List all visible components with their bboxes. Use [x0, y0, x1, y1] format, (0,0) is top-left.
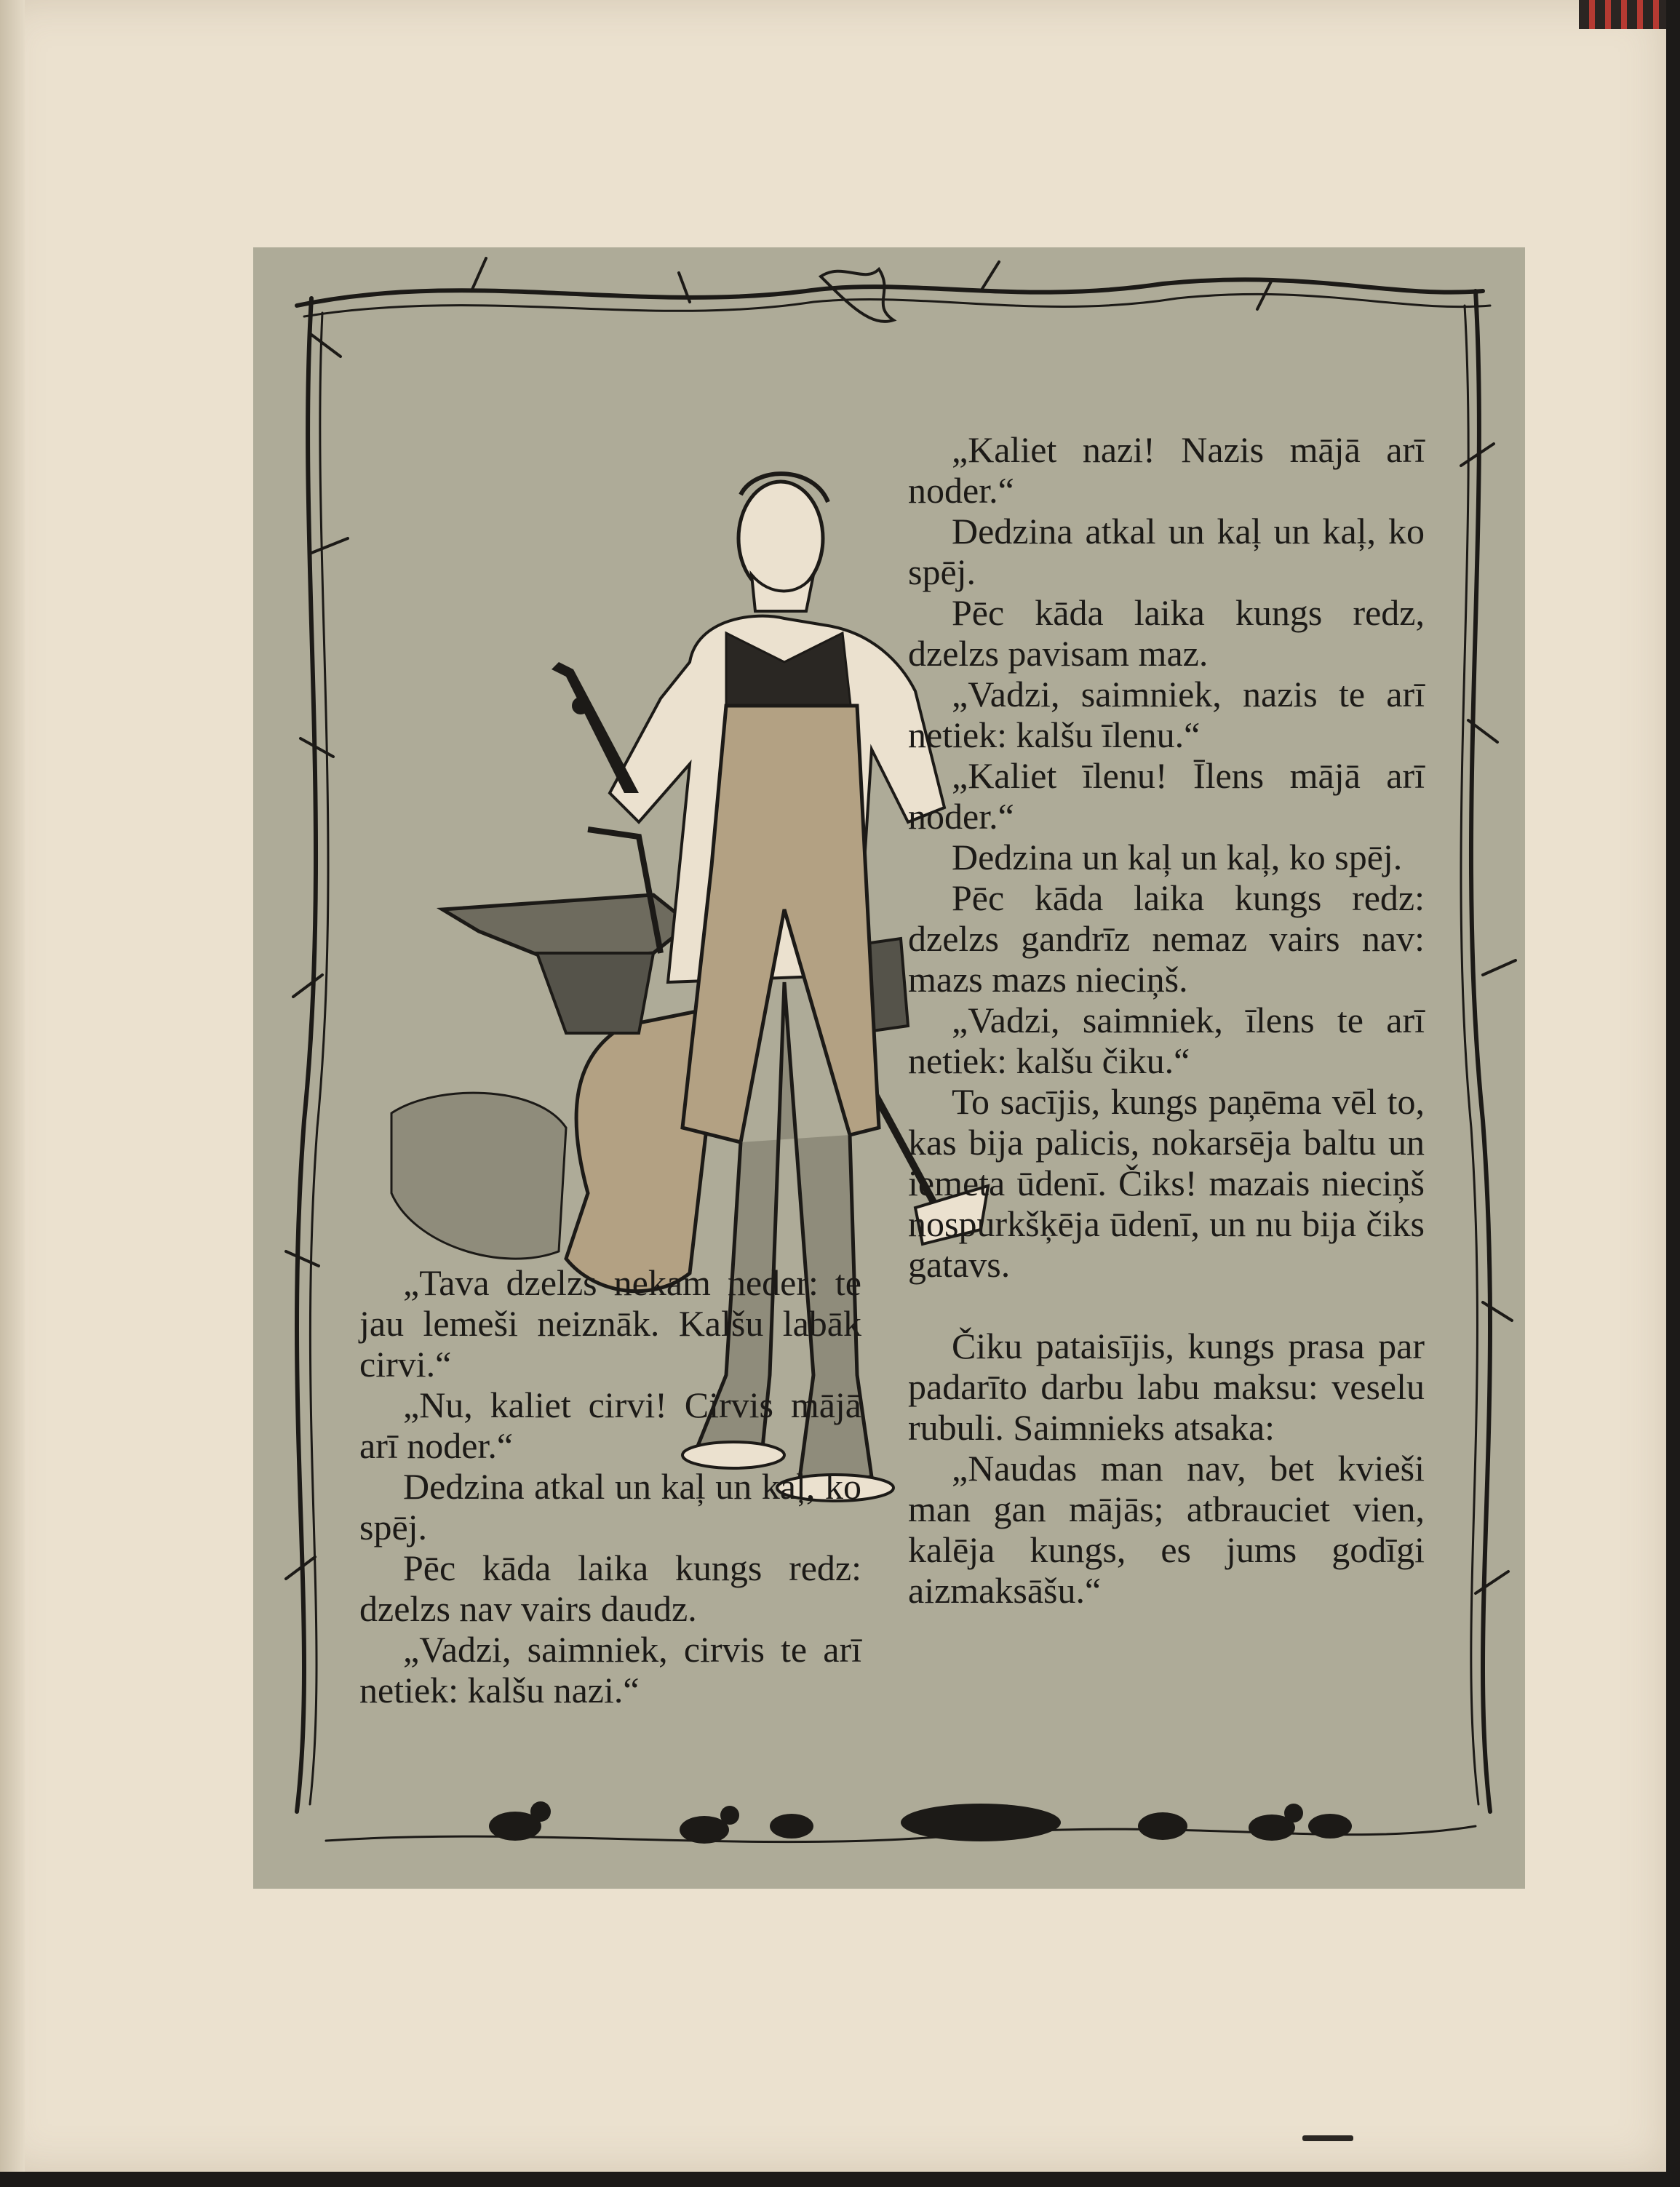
right-paragraph: „Kaliet nazi! Nazis mājā arī noder.“ [908, 429, 1425, 511]
right-paragraph: „Vadzi, saimniek, īlens te arī netiek: kalšu čiku.“ [908, 1000, 1425, 1081]
section-break [908, 1285, 1425, 1326]
cover-corner-strip [1579, 0, 1666, 29]
left-paragraph: Dedzina atkal un kaļ un kaļ, ko spēj. [359, 1466, 861, 1547]
right-paragraph: „Kaliet īlenu! Īlens mājā arī noder.“ [908, 755, 1425, 837]
right-text-column [908, 429, 1425, 1611]
right-paragraph: Pēc kāda laika kungs redz: dzelzs gandrīz nemaz vairs nav: mazs mazs nieciņš. [908, 877, 1425, 1000]
left-text-column [359, 1262, 861, 1710]
right-paragraph: Pēc kāda laika kungs redz, dzelzs pavisam maz. [908, 592, 1425, 674]
right-paragraph: Dedzina un kaļ un kaļ, ko spēj. [952, 837, 1403, 877]
page-spine-edge [0, 0, 25, 2172]
right-paragraph: „Vadzi, saimniek, nazis te arī netiek: kalšu īlenu.“ [908, 674, 1425, 755]
left-paragraph: „Tava dzelzs nekam neder: te jau lemeši neiznāk. Kalšu labāk cirvi.“ [359, 1262, 861, 1385]
pencil-mark [1302, 2135, 1353, 2141]
left-paragraph: „Vadzi, saimniek, cirvis te arī netiek: kalšu nazi.“ [359, 1629, 861, 1710]
right-paragraph: „Naudas man nav, bet kvieši man gan mājās; atbrauciet vien, kalēja kungs, es jums godīgi aizmaksāšu.“ [908, 1448, 1425, 1611]
illustrated-plate [253, 247, 1525, 1889]
left-paragraph: „Nu, kaliet cirvi! Cirvis mājā arī noder.“ [359, 1385, 861, 1466]
right-paragraph: Čiku pataisījis, kungs prasa par padarīto darbu labu maksu: veselu rubuli. Saimnieks atsaka: [908, 1326, 1425, 1448]
right-paragraph: To sacījis, kungs paņēma vēl to, kas bija palicis, nokarsēja baltu un iemeta ūdenī. Čiks! mazais nieciņš nospurkšķēja ūdenī, un nu bija čiks gatavs. [908, 1081, 1425, 1285]
left-paragraph: Pēc kāda laika kungs redz: dzelzs nav vairs daudz. [359, 1547, 861, 1629]
right-paragraph: Dedzina atkal un kaļ un kaļ, ko spēj. [908, 511, 1425, 592]
